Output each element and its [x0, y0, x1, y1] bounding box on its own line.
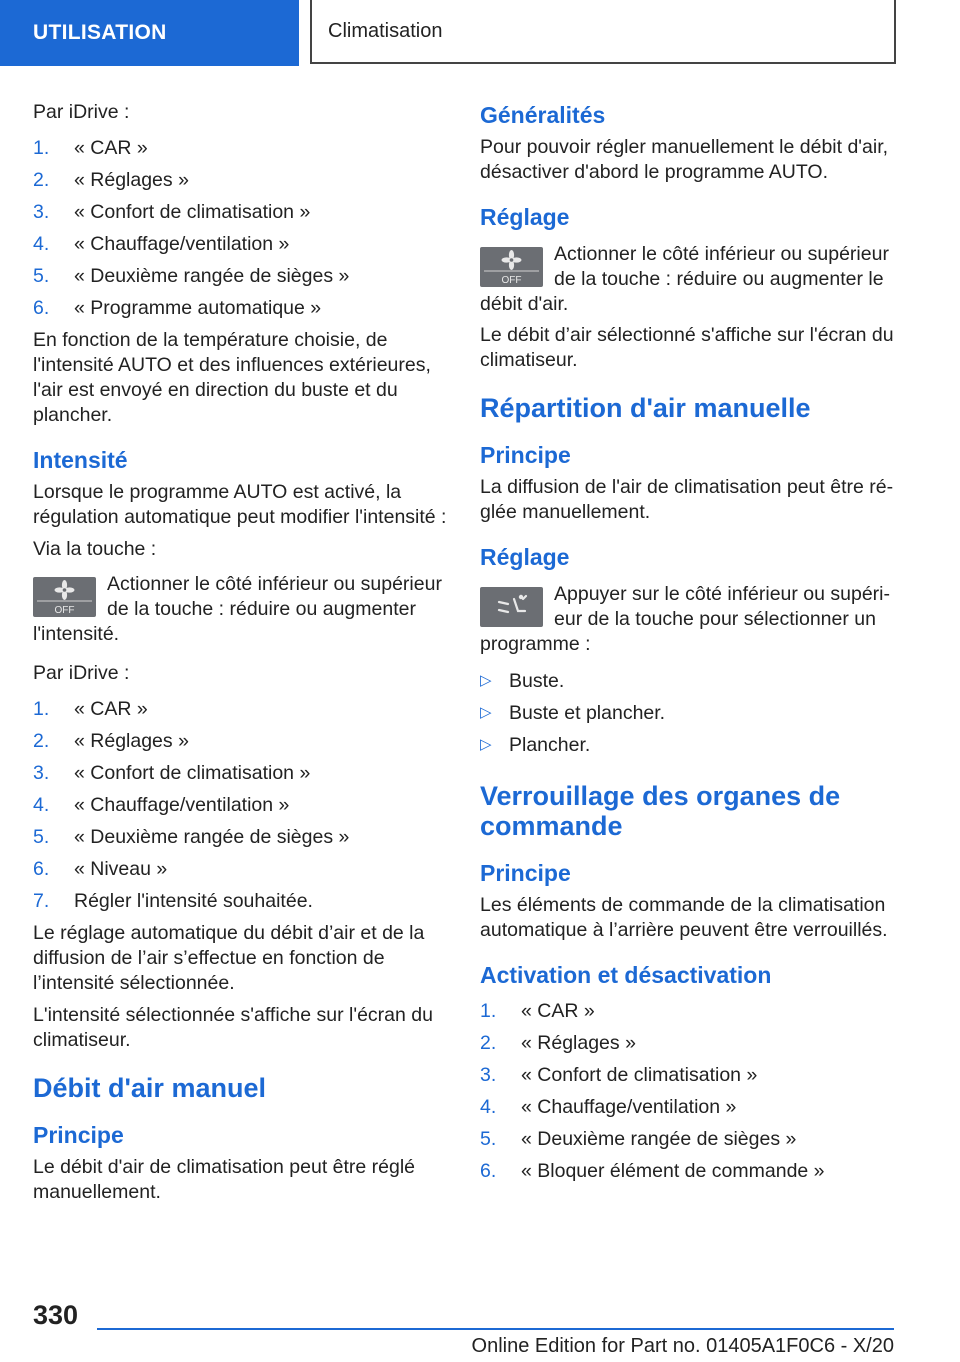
list-item: 5. « Deuxième rangée de sièges » — [33, 826, 350, 848]
heading-principe: Principe — [480, 442, 571, 468]
svg-text:OFF: OFF — [501, 275, 522, 286]
list-item: 4. « Chauffage/ventilation » — [480, 1096, 737, 1118]
heading-reglage: Réglage — [480, 204, 570, 230]
list-item: 3. « Confort de climatisation » — [33, 762, 311, 784]
fan-off-button-icon — [480, 247, 543, 287]
fan-off-button-icon — [33, 577, 96, 617]
paragraph: Lorsque le programme AUTO est activé, la régulation automatique peut modifier l'intensité : — [33, 481, 447, 528]
heading-principe: Principe — [480, 860, 571, 886]
right-column — [480, 100, 894, 1191]
paragraph: L'intensité sélectionnée s'affiche sur l'écran du climatiseur. — [33, 1004, 433, 1051]
paragraph: Par iDrive : — [33, 662, 130, 684]
list-item: 4. « Chauffage/ventilation » — [33, 794, 290, 816]
button-instruction — [480, 582, 894, 657]
heading-verrouillage: Verrouillage des organes de commande — [480, 781, 841, 841]
list-item: 3. « Confort de climatisation » — [33, 201, 311, 223]
heading-intensite: Intensité — [33, 447, 128, 473]
button-instruction — [480, 242, 894, 317]
list-item: 1. « CAR » — [480, 1000, 595, 1022]
paragraph: Par iDrive : — [33, 101, 130, 123]
header-chapter: Climatisation — [310, 0, 896, 64]
list-item: 4. « Chauffage/ventilation » — [33, 233, 290, 255]
button-instruction-text: Actionner le côté inférieur ou supérieur de la touche : réduire ou augmenter le débit d'air. — [480, 243, 889, 315]
list-item: 6. « Bloquer élément de commande » — [480, 1160, 825, 1182]
list-item: 5. « Deuxième rangée de sièges » — [33, 265, 350, 287]
heading-debit-air-manuel: Débit d'air manuel — [33, 1073, 266, 1103]
left-column — [33, 100, 447, 1212]
edition-note: Online Edition for Part no. 01405A1F0C6 - X/20 — [471, 1335, 894, 1357]
numbered-list — [480, 995, 894, 1187]
bullet-list — [480, 665, 894, 761]
list-item: 2. « Réglages » — [33, 730, 189, 752]
paragraph: Via la touche : — [33, 538, 157, 560]
list-item: ▷ Buste et plancher. — [480, 697, 894, 729]
list-item: 1. « CAR » — [33, 698, 148, 720]
list-item: ▷ Buste. — [480, 665, 894, 697]
heading-activation: Activation et désactivation — [480, 962, 772, 988]
paragraph: En fonction de la température choisie, de l'intensité AUTO et des influences extérieures, l'air est envoyé en direction du buste et du plancher. — [33, 329, 431, 426]
paragraph: Pour pouvoir régler manuellement le débit d'air, désactiver d'abord le programme AUTO. — [480, 136, 889, 183]
list-item: 2. « Réglages » — [480, 1032, 636, 1054]
list-item: ▷ Plancher. — [480, 729, 894, 761]
list-item: 6. « Programme automatique » — [33, 297, 322, 319]
button-instruction — [33, 572, 447, 647]
heading-principe: Principe — [33, 1122, 124, 1148]
heading-reglage: Réglage — [480, 544, 570, 570]
header-section: UTILISATION — [0, 0, 299, 66]
numbered-list — [33, 693, 447, 917]
list-item: 3. « Confort de climatisation » — [480, 1064, 758, 1086]
triangle-bullet-icon: ▷ — [480, 736, 492, 753]
list-item: 1. « CAR » — [33, 137, 148, 159]
footer-divider — [97, 1328, 894, 1330]
list-item: 6. « Niveau » — [33, 858, 168, 880]
triangle-bullet-icon: ▷ — [480, 672, 492, 689]
numbered-list — [33, 132, 447, 324]
paragraph: Les éléments de commande de la climatisation automatique à l’arrière peuvent être verrouillés. — [480, 894, 888, 941]
svg-text:OFF: OFF — [54, 605, 75, 616]
page-number: 330 — [33, 1300, 79, 1330]
paragraph: La diffusion de l'air de climatisation peut être réglée manuellement. — [480, 476, 894, 523]
paragraph: Le débit d’air sélectionné s'affiche sur l'écran du climatiseur. — [480, 324, 894, 371]
list-item: 7. Régler l'intensité souhaitée. — [33, 890, 313, 912]
heading-repartition-air: Répartition d'air manuelle — [480, 393, 811, 423]
paragraph: Le réglage automatique du débit d’air et de la diffusion de l’air s’effectue en fonction de l’intensité sélectionnée. — [33, 922, 425, 994]
button-instruction-text: Actionner le côté inférieur ou supérieur de la touche : réduire ou augmenter l'intensité. — [33, 573, 442, 645]
paragraph: Le débit d'air de climatisation peut être réglé manuellement. — [33, 1156, 416, 1203]
button-instruction-text: Appuyer sur le côté inférieur ou supérieur de la touche pour sélectionner un programme : — [480, 583, 891, 655]
triangle-bullet-icon: ▷ — [480, 704, 492, 721]
heading-generalites: Généralités — [480, 102, 606, 128]
air-distribution-button-icon — [480, 587, 543, 627]
list-item: 5. « Deuxième rangée de sièges » — [480, 1128, 797, 1150]
list-item: 2. « Réglages » — [33, 169, 189, 191]
